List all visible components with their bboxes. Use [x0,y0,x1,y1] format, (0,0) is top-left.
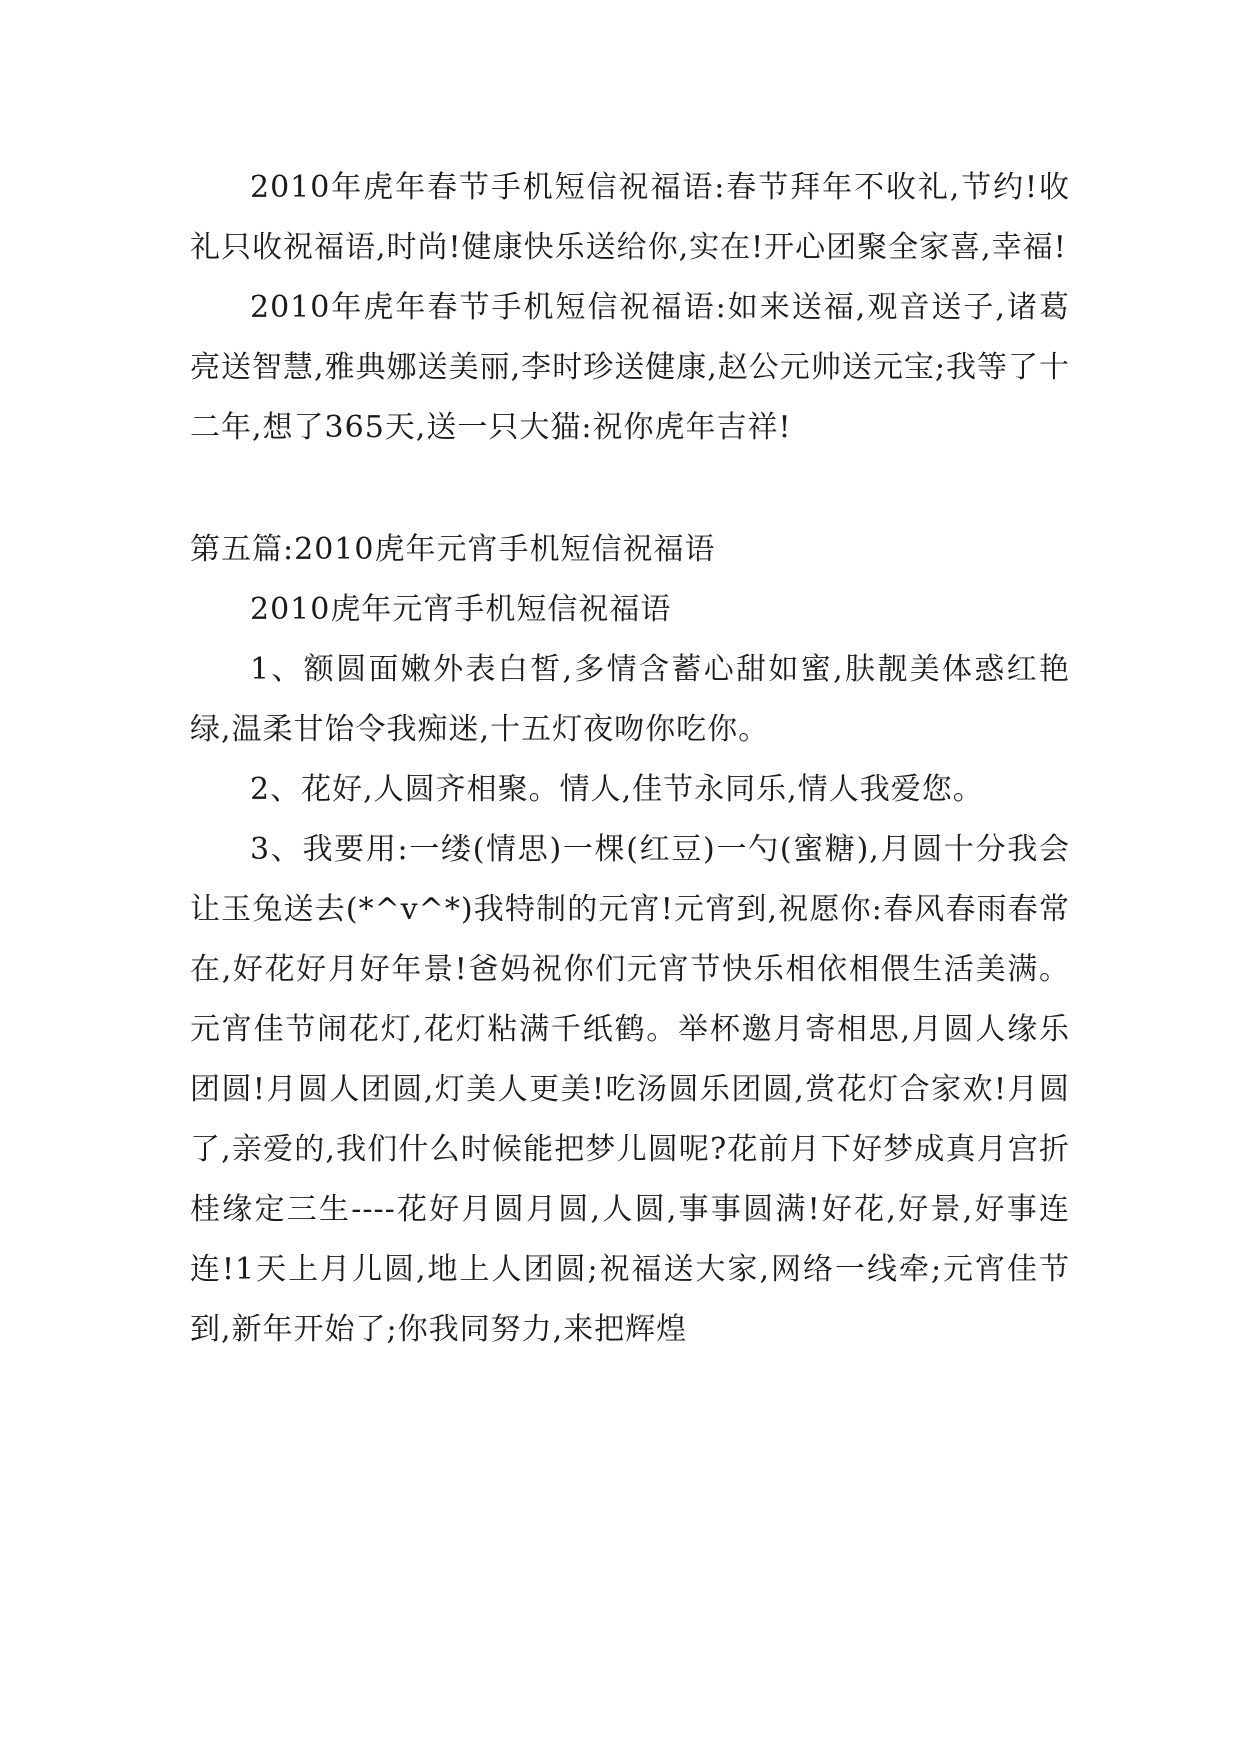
list-item-2: 2、花好,人圆齐相聚。情人,佳节永同乐,情人我爱您。 [250,772,984,807]
paragraph-spring-greeting-1: 2010年虎年春节手机短信祝福语:春节拜年不收礼,节约!收礼只收祝福语,时尚!健康快乐送给你,实在!开心团聚全家喜,幸福! [190,170,1070,265]
list-item-1: 1、额圆面嫩外表白皙,多情含蓄心甜如蜜,肤靓美体惑红艳绿,温柔甘饴令我痴迷,十五灯夜吻你吃你。 [190,652,1070,747]
section-heading: 第五篇:2010虎年元宵手机短信祝福语 [190,532,716,567]
list-item-3: 3、我要用:一缕(情思)一棵(红豆)一勺(蜜糖),月圆十分我会让玉兔送去(*^v^*)我特制的元宵!元宵到,祝愿你:春风春雨春常在,好花好月好年景!爸妈祝你们元宵节快乐相依相偎生活美满。元宵佳节闹花灯,花灯粘满千纸鹤。举杯邀月寄相思,月圆人缘乐团圆!月圆人团圆,灯美人更美!吃汤圆乐团圆,赏花灯合家欢!月圆了,亲爱的,我们什么时候能把梦儿圆呢?花前月下好梦成真月宫折桂缘定三生----花好月圆月圆,人圆,事事圆满!好花,好景,好事连连!1天上月儿圆,地上人团圆;祝福送大家,网络一线牵;元宵佳节到,新年开始了;你我同努力,来把辉煌 [190,832,1070,1347]
document-body [190,158,1070,1360]
paragraph-spring-greeting-2: 2010年虎年春节手机短信祝福语:如来送福,观音送子,诸葛亮送智慧,雅典娜送美丽,李时珍送健康,赵公元帅送元宝;我等了十二年,想了365天,送一只大猫:祝你虎年吉祥! [190,290,1070,445]
section-subtitle: 2010虎年元宵手机短信祝福语 [250,592,672,627]
